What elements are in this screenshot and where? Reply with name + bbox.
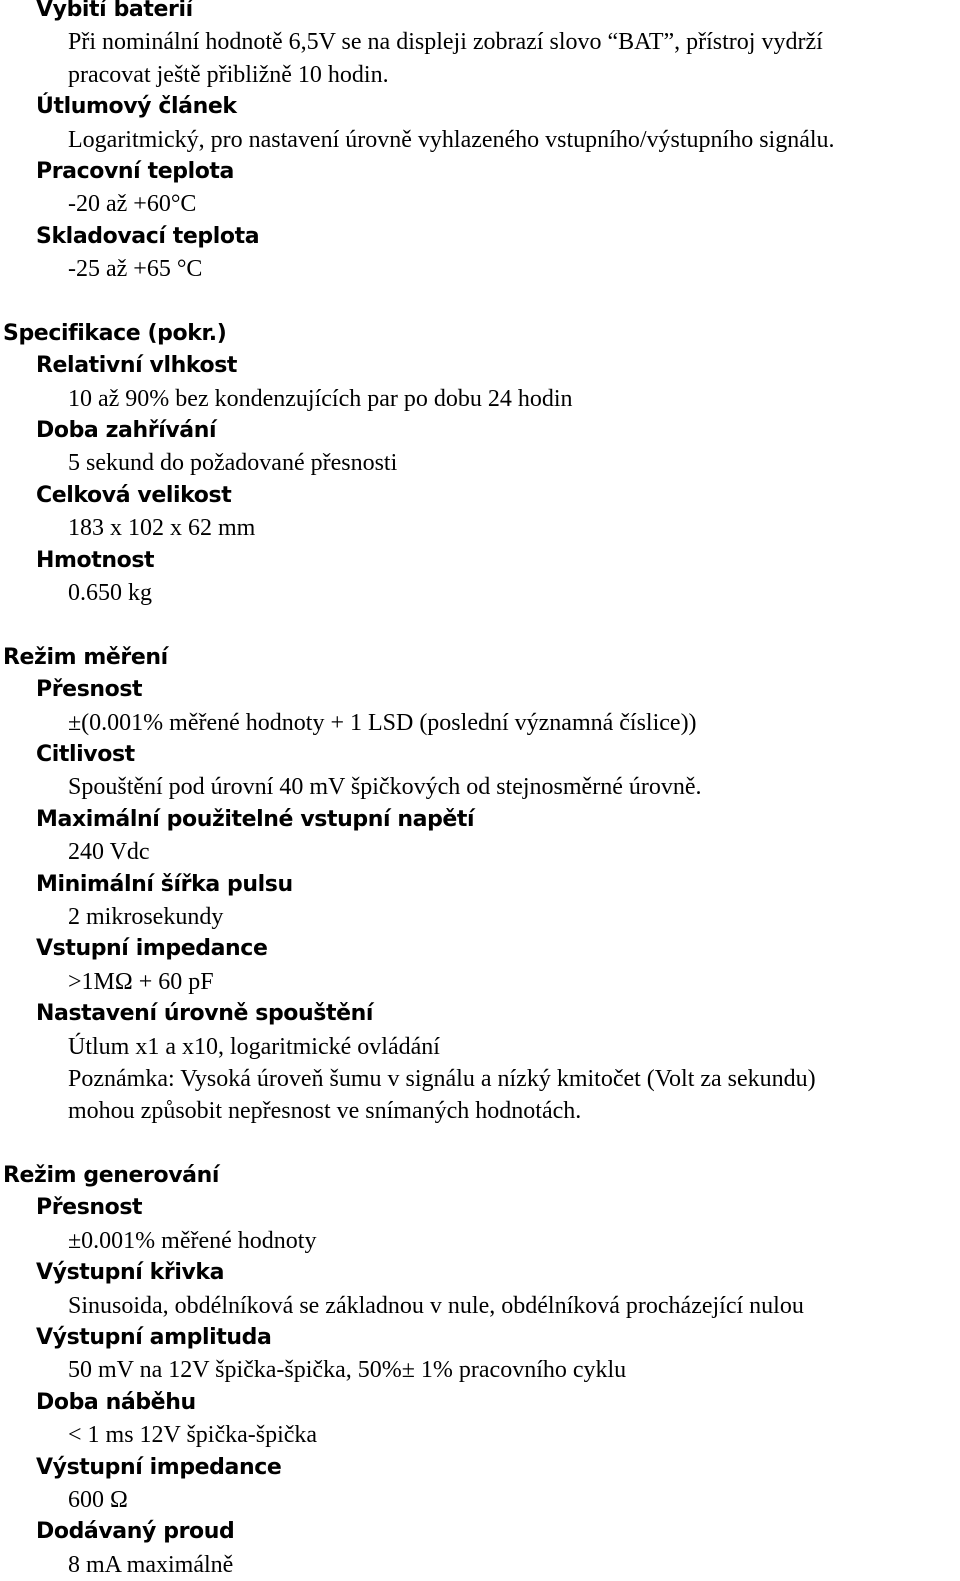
spec-label: Nastavení úrovně spouštění <box>36 1001 374 1027</box>
spec-item <box>3 0 953 91</box>
spec-item <box>3 480 953 545</box>
spec-item <box>3 739 953 804</box>
spec-value: Při nominální hodnotě 6,5V se na displeji zobrazí slovo “BAT”, přístroj vydrží <box>68 29 823 56</box>
spec-item <box>3 156 953 221</box>
spec-item <box>3 674 953 739</box>
section-title: Režim generování <box>3 1163 219 1189</box>
spec-label: Doba zahřívání <box>36 418 217 444</box>
spec-label: Hmotnost <box>36 547 155 573</box>
spec-item <box>3 1387 953 1452</box>
spec-value: 183 x 102 x 62 mm <box>68 515 256 542</box>
spec-item <box>3 1257 953 1322</box>
spec-item <box>3 998 953 1128</box>
spec-item <box>3 221 953 286</box>
spec-item <box>3 804 953 869</box>
spec-label: Výstupní amplituda <box>36 1325 272 1351</box>
spec-item <box>3 1192 953 1257</box>
spec-label: Dodávaný proud <box>36 1519 235 1545</box>
spec-value: 0.650 kg <box>68 580 152 607</box>
spec-label: Citlivost <box>36 741 135 767</box>
spec-value: Útlum x1 a x10, logaritmické ovládání <box>68 1033 440 1060</box>
spec-label: Pracovní teplota <box>36 158 234 184</box>
spec-section <box>3 318 953 610</box>
spec-value: 2 mikrosekundy <box>68 903 224 930</box>
spec-value: 5 sekund do požadované přesnosti <box>68 450 398 477</box>
spec-item <box>3 1452 953 1517</box>
spec-label: Minimální šířka pulsu <box>36 871 293 897</box>
spec-label: Maximální použitelné vstupní napětí <box>36 806 475 832</box>
section-title: Režim měření <box>3 644 168 670</box>
spec-item <box>3 1322 953 1387</box>
spec-section <box>3 642 953 1128</box>
spec-item <box>3 869 953 934</box>
spec-label: Vstupní impedance <box>36 936 268 962</box>
spec-value: -20 až +60°C <box>68 191 197 218</box>
spec-label: Výstupní impedance <box>36 1454 282 1480</box>
spec-section <box>3 1160 953 1581</box>
spec-value: < 1 ms 12V špička-špička <box>68 1422 318 1449</box>
section-spacer <box>3 609 953 641</box>
spec-item <box>3 415 953 480</box>
section-spacer <box>3 286 953 318</box>
spec-value: 10 až 90% bez kondenzujících par po dobu 24 hodin <box>68 385 573 412</box>
spec-value: 600 Ω <box>68 1486 128 1513</box>
spec-value: ±0.001% měřené hodnoty <box>68 1227 317 1254</box>
spec-item <box>3 91 953 156</box>
spec-item <box>3 933 953 998</box>
spec-item <box>3 1516 953 1581</box>
spec-label: Doba náběhu <box>36 1389 196 1415</box>
spec-value: Logaritmický, pro nastavení úrovně vyhlazeného vstupního/výstupního signálu. <box>68 126 835 153</box>
document-page <box>3 0 953 1581</box>
spec-label: Výstupní křivka <box>36 1260 225 1286</box>
spec-value: mohou způsobit nepřesnost ve snímaných hodnotách. <box>68 1098 582 1125</box>
spec-item <box>3 350 953 415</box>
spec-item <box>3 545 953 610</box>
spec-value: ±(0.001% měřené hodnoty + 1 LSD (poslední významná číslice)) <box>68 709 697 736</box>
spec-label: Útlumový článek <box>36 94 237 120</box>
spec-label: Skladovací teplota <box>36 223 260 249</box>
spec-value: >1MΩ + 60 pF <box>68 968 214 995</box>
spec-label: Vybití baterií <box>36 0 193 22</box>
section-spacer <box>3 1128 953 1160</box>
spec-value: Spouštění pod úrovní 40 mV špičkových od stejnosměrné úrovně. <box>68 774 702 801</box>
spec-value: Sinusoida, obdélníková se základnou v nule, obdélníková procházející nulou <box>68 1292 804 1319</box>
spec-value: 50 mV na 12V špička-špička, 50%± 1% pracovního cyklu <box>68 1357 627 1384</box>
section-title: Specifikace (pokr.) <box>3 320 227 346</box>
spec-value: 8 mA maximálně <box>68 1551 234 1578</box>
spec-value: -25 až +65 °C <box>68 256 203 283</box>
spec-label: Přesnost <box>36 1195 143 1221</box>
spec-value: 240 Vdc <box>68 839 150 866</box>
spec-label: Relativní vlhkost <box>36 353 238 379</box>
spec-section <box>3 0 953 286</box>
spec-value: pracovat ještě přibližně 10 hodin. <box>68 61 389 88</box>
spec-label: Celková velikost <box>36 482 232 508</box>
spec-value: Poznámka: Vysoká úroveň šumu v signálu a nízký kmitočet (Volt za sekundu) <box>68 1065 816 1092</box>
spec-label: Přesnost <box>36 677 143 703</box>
